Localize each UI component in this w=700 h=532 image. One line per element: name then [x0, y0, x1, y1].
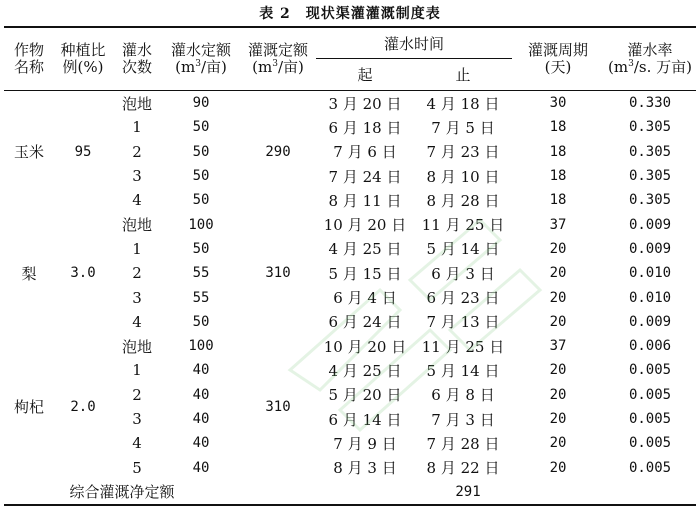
water-quota: 50 — [192, 119, 210, 136]
irrigation-rate: 0.009 — [628, 240, 672, 257]
irrigation-times: 3 — [132, 288, 142, 307]
header-crop-name: 作物 名称 — [4, 27, 54, 91]
crop-name: 玉米 — [13, 143, 44, 162]
planting-ratio: 3.0 — [70, 265, 96, 282]
irrigation-rate: 0.010 — [628, 289, 672, 306]
irrigation-times: 泡地 — [121, 94, 152, 113]
water-quota: 50 — [192, 168, 210, 185]
end-date: 7 月 13 日 — [426, 313, 500, 332]
table-caption: 表 2 现状渠灌灌溉制度表 — [259, 6, 441, 22]
table-header — [4, 27, 696, 91]
end-date: 6 月 3 日 — [431, 264, 495, 283]
irrigation-rate: 0.305 — [628, 192, 672, 209]
irrigation-rate: 0.006 — [628, 338, 672, 355]
irrigation-times: 3 — [132, 410, 142, 428]
irrigation-rate: 0.005 — [628, 459, 672, 476]
irrigation-times: 1 — [132, 118, 142, 137]
water-quota: 40 — [192, 362, 210, 379]
end-date: 7 月 28 日 — [426, 434, 500, 453]
irrigation-schedule-table — [4, 26, 696, 506]
end-date: 5 月 14 日 — [426, 240, 500, 259]
irrigation-cycle: 20 — [549, 435, 567, 452]
crop-name: 枸杞 — [13, 398, 44, 417]
irrigation-times: 4 — [132, 312, 142, 331]
irrigation-cycle: 20 — [549, 386, 567, 403]
header-water-quota: 灌水定额 ($m^3/$亩) — [162, 27, 240, 91]
irrigation-rate: 0.305 — [628, 143, 672, 160]
water-quota: 40 — [192, 411, 210, 427]
irrigation-rate: 0.009 — [628, 216, 672, 233]
crop-name: 梨 — [21, 264, 37, 283]
irrigation-cycle: 18 — [549, 192, 567, 209]
irrigation-cycle: 20 — [549, 240, 567, 257]
water-quota: 100 — [188, 338, 214, 355]
water-quota: 100 — [188, 216, 214, 233]
irrigation-times: 2 — [132, 385, 142, 404]
irrigation-rate: 0.005 — [628, 362, 672, 379]
irrigation-cycle: 18 — [549, 119, 567, 136]
irrigation-cycle: 37 — [549, 338, 567, 355]
header-irrigation-quota: 灌溉定额 ($m^3/$亩) — [240, 27, 316, 91]
irrigation-times: 1 — [132, 361, 142, 380]
end-date: 6 月 23 日 — [426, 289, 500, 308]
irrigation-cycle: 20 — [549, 313, 567, 330]
water-quota: 55 — [192, 265, 210, 282]
start-date: 7 月 9 日 — [333, 434, 397, 453]
start-date: 8 月 3 日 — [333, 459, 397, 478]
header-end-date: 止 — [414, 59, 512, 91]
end-date: 4 月 18 日 — [426, 94, 500, 113]
table-row — [4, 91, 696, 116]
header-irrigation-times: 灌水 次数 — [112, 27, 162, 91]
irrigation-rate: 0.005 — [628, 386, 672, 403]
water-quota: 55 — [192, 289, 210, 306]
irrigation-times: 5 — [132, 458, 142, 477]
irrigation-times: 4 — [132, 434, 142, 453]
water-quota: 40 — [192, 386, 210, 403]
end-date: 8 月 10 日 — [426, 167, 500, 186]
start-date: 10 月 20 日 — [323, 216, 407, 235]
summary-row — [4, 480, 696, 505]
end-date: 7 月 23 日 — [426, 143, 500, 162]
end-date: 7 月 5 日 — [431, 118, 495, 137]
water-quota: 50 — [192, 240, 210, 257]
water-quota: 50 — [192, 313, 210, 330]
header-planting-ratio: 种植比 例(%) — [54, 27, 112, 91]
end-date: 5 月 14 日 — [426, 361, 500, 380]
water-quota: 50 — [192, 143, 210, 160]
water-quota: 50 — [192, 192, 210, 209]
header-irrigation-cycle: 灌溉周期 (天) — [512, 27, 604, 91]
irrigation-cycle: 20 — [549, 459, 567, 476]
start-date: 6 月 14 日 — [328, 410, 402, 429]
irrigation-rate: 0.305 — [628, 168, 672, 185]
water-quota: 40 — [192, 435, 210, 452]
irrigation-rate: 0.005 — [628, 435, 672, 452]
irrigation-times: 2 — [132, 142, 142, 161]
irrigation-times: 3 — [132, 167, 142, 186]
irrigation-quota: 310 — [265, 265, 291, 282]
irrigation-cycle: 20 — [549, 411, 567, 427]
irrigation-cycle: 20 — [549, 265, 567, 282]
irrigation-cycle: 30 — [549, 95, 567, 112]
planting-ratio: 2.0 — [70, 398, 96, 415]
water-quota: 40 — [192, 459, 210, 476]
start-date: 3 月 20 日 — [328, 94, 402, 113]
irrigation-times: 2 — [132, 264, 142, 283]
irrigation-times: 泡地 — [121, 337, 152, 356]
header-water-time: 灌水时间 — [316, 27, 512, 59]
irrigation-times: 4 — [132, 191, 142, 210]
end-date: 8 月 22 日 — [426, 459, 500, 478]
irrigation-cycle: 18 — [549, 168, 567, 185]
table-row — [4, 212, 696, 236]
irrigation-times: 1 — [132, 239, 142, 258]
irrigation-rate: 0.330 — [628, 95, 672, 112]
start-date: 6 月 24 日 — [328, 313, 402, 332]
header-irrigation-rate: 灌水率 ($m^3/s$. 万亩) — [604, 27, 696, 91]
end-date: 7 月 3 日 — [431, 410, 495, 429]
start-date: 6 月 4 日 — [333, 289, 397, 308]
planting-ratio: 95 — [74, 143, 92, 160]
irrigation-cycle: 37 — [549, 216, 567, 233]
summary-value: 291 — [240, 480, 696, 505]
irrigation-cycle: 20 — [549, 289, 567, 306]
table-row — [4, 334, 696, 358]
start-date: 5 月 20 日 — [328, 386, 402, 405]
irrigation-cycle: 18 — [549, 143, 567, 160]
irrigation-quota: 290 — [265, 143, 291, 160]
water-quota: 90 — [192, 95, 210, 112]
irrigation-quota: 310 — [265, 398, 291, 415]
end-date: 11 月 25 日 — [421, 337, 505, 356]
start-date: 10 月 20 日 — [323, 337, 407, 356]
header-start-date: 起 — [316, 59, 414, 91]
irrigation-rate: 0.005 — [628, 411, 672, 427]
start-date: 4 月 25 日 — [328, 361, 402, 380]
end-date: 11 月 25 日 — [421, 216, 505, 235]
irrigation-rate: 0.305 — [628, 119, 672, 136]
start-date: 6 月 18 日 — [328, 118, 402, 137]
table-body — [4, 91, 696, 505]
start-date: 7 月 24 日 — [328, 167, 402, 186]
end-date: 6 月 8 日 — [431, 386, 495, 405]
summary-label: 综合灌溉净定额 — [4, 480, 240, 505]
irrigation-rate: 0.009 — [628, 313, 672, 330]
start-date: 7 月 6 日 — [333, 143, 397, 162]
irrigation-rate: 0.010 — [628, 265, 672, 282]
start-date: 4 月 25 日 — [328, 240, 402, 259]
start-date: 8 月 11 日 — [328, 191, 402, 210]
irrigation-cycle: 20 — [549, 362, 567, 379]
end-date: 8 月 28 日 — [426, 191, 500, 210]
start-date: 5 月 15 日 — [328, 264, 402, 283]
irrigation-times: 泡地 — [121, 216, 152, 235]
